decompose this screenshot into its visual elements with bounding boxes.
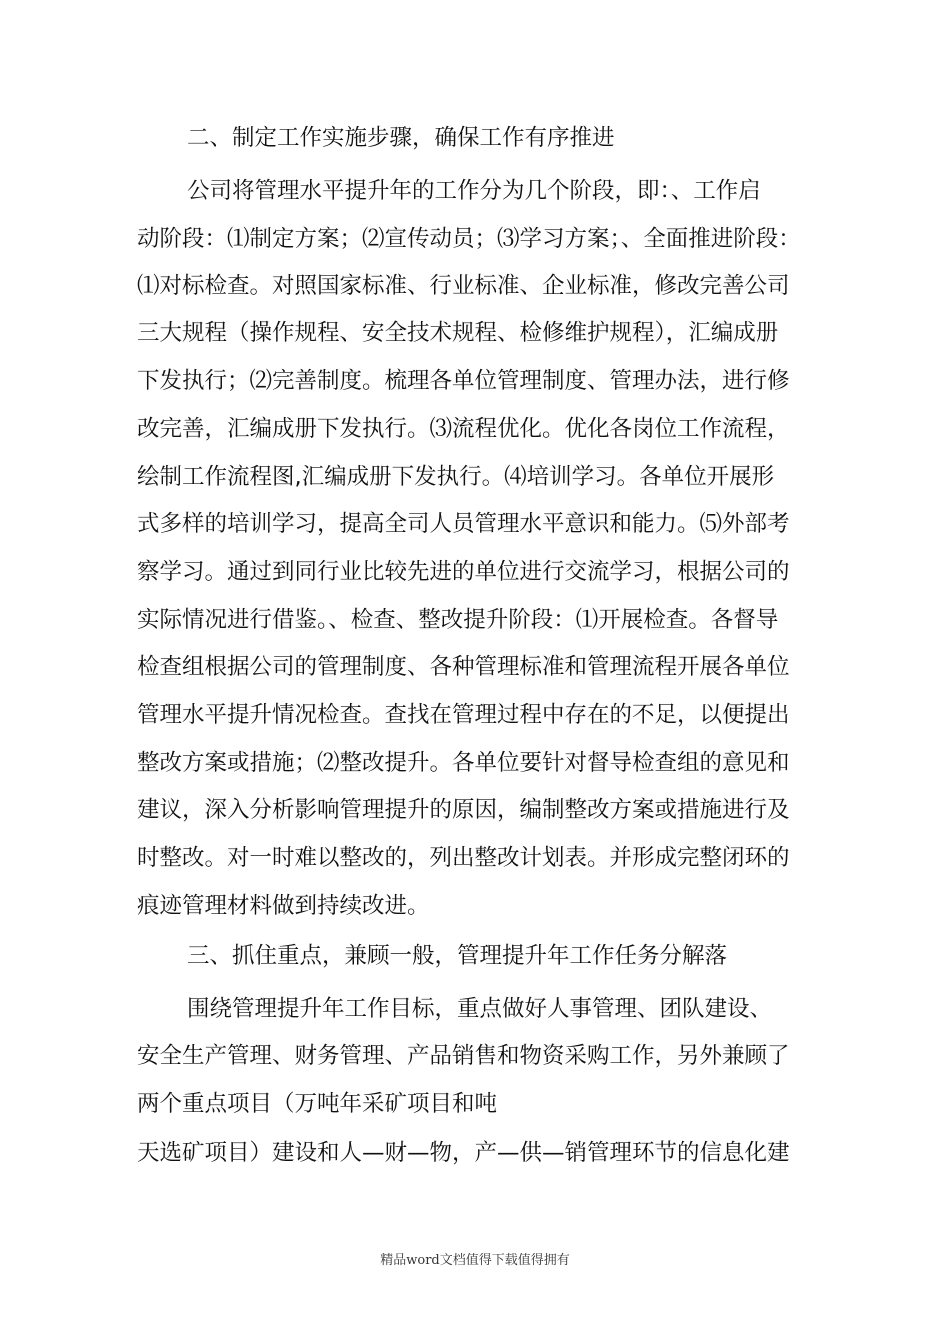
section-2-line: 实际情况进行借鉴。、检查、整改提升阶段：⑴开展检查。各督导 bbox=[137, 607, 779, 633]
section-2-line: 建议，深入分析影响管理提升的原因，编制整改方案或措施进行及 bbox=[137, 797, 790, 823]
section-2-line: 痕迹管理材料做到持续改进。 bbox=[137, 893, 430, 919]
section-2-line: 时整改。对一时难以整改的，列出整改计划表。并形成完整闭环的 bbox=[137, 845, 790, 871]
section-2-line: 绘制工作流程图,汇编成册下发执行。⑷培训学习。各单位开展形 bbox=[137, 464, 775, 490]
section-2-line: 管理水平提升情况检查。查找在管理过程中存在的不足，以便提出 bbox=[137, 702, 790, 728]
section-3-line: 两个重点项目（万吨年采矿项目和吨 bbox=[137, 1091, 498, 1117]
section-2-line: 整改方案或措施；⑵整改提升。各单位要针对督导检查组的意见和 bbox=[137, 750, 790, 776]
section-3-line: 天选矿项目）建设和人—财—物，产—供—销管理环节的信息化建 bbox=[137, 1140, 790, 1166]
section-2-line: 改完善，汇编成册下发执行。⑶流程优化。优化各岗位工作流程， bbox=[137, 416, 790, 442]
section-2-line: ⑴对标检查。对照国家标准、行业标准、企业标准，修改完善公司 bbox=[137, 273, 790, 299]
section-2-line: 公司将管理水平提升年的工作分为几个阶段，即：、工作启 bbox=[187, 178, 761, 204]
section-2-line: 检查组根据公司的管理制度、各种管理标准和管理流程开展各单位 bbox=[137, 654, 790, 680]
section-3-heading: 三、抓住重点，兼顾一般，管理提升年工作任务分解落 bbox=[187, 943, 728, 969]
section-2-line: 三大规程（操作规程、安全技术规程、检修维护规程），汇编成册 bbox=[137, 320, 779, 346]
section-2-line: 动阶段：⑴制定方案；⑵宣传动员；⑶学习方案；、全面推进阶段： bbox=[137, 226, 801, 252]
page-footer: 精品word文档值得下载值得拥有 bbox=[380, 1253, 570, 1268]
section-3-line: 安全生产管理、财务管理、产品销售和物资采购工作，另外兼顾了 bbox=[137, 1043, 790, 1069]
section-2-line: 察学习。通过到同行业比较先进的单位进行交流学习，根据公司的 bbox=[137, 559, 790, 585]
section-2-heading: 二、制定工作实施步骤，确保工作有序推进 bbox=[187, 125, 615, 151]
section-3-line: 围绕管理提升年工作目标，重点做好人事管理、团队建设、 bbox=[187, 996, 773, 1022]
section-2-line: 式多样的培训学习，提高全司人员管理水平意识和能力。⑸外部考 bbox=[137, 511, 790, 537]
section-2-line: 下发执行；⑵完善制度。梳理各单位管理制度、管理办法，进行修 bbox=[137, 368, 790, 394]
